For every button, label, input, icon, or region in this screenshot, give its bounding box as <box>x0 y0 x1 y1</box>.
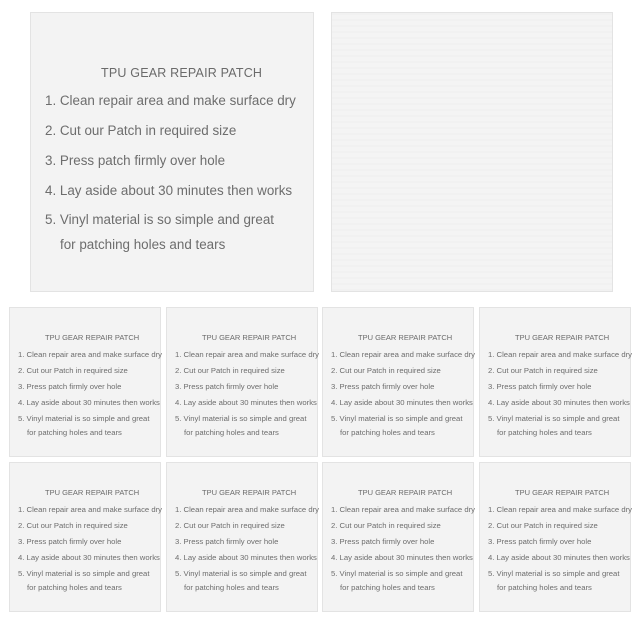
step-5-continued: for patching holes and tears <box>184 428 279 437</box>
step-3: 3. Press patch firmly over hole <box>18 537 122 546</box>
repair-patch-small <box>479 462 631 612</box>
step-3: 3. Press patch firmly over hole <box>331 537 435 546</box>
step-3: 3. Press patch firmly over hole <box>18 382 122 391</box>
step-4: 4. Lay aside about 30 minutes then works <box>331 553 473 562</box>
step-1: 1. Clean repair area and make surface dry <box>18 350 163 359</box>
repair-patch-back-large <box>331 12 613 292</box>
step-5: 5. Vinyl material is so simple and great <box>18 569 150 578</box>
patch-title: TPU GEAR REPAIR PATCH <box>101 66 263 80</box>
step-2: 2. Cut our Patch in required size <box>488 366 598 375</box>
step-2: 2. Cut our Patch in required size <box>331 366 441 375</box>
step-5-continued: for patching holes and tears <box>60 237 226 252</box>
step-5-continued: for patching holes and tears <box>184 583 279 592</box>
step-5: 5. Vinyl material is so simple and great <box>175 569 307 578</box>
step-3: 3. Press patch firmly over hole <box>331 382 435 391</box>
patch-title: TPU GEAR REPAIR PATCH <box>45 333 140 342</box>
repair-patch-small <box>9 462 161 612</box>
patch-title: TPU GEAR REPAIR PATCH <box>358 488 453 497</box>
patch-title: TPU GEAR REPAIR PATCH <box>202 333 297 342</box>
step-3: 3. Press patch firmly over hole <box>488 537 592 546</box>
step-5-continued: for patching holes and tears <box>27 428 122 437</box>
patch-title: TPU GEAR REPAIR PATCH <box>515 488 610 497</box>
step-1: 1. Clean repair area and make surface dry <box>175 350 320 359</box>
step-4: 4. Lay aside about 30 minutes then works <box>331 398 473 407</box>
step-2: 2. Cut our Patch in required size <box>488 521 598 530</box>
step-5-continued: for patching holes and tears <box>497 428 592 437</box>
step-1: 1. Clean repair area and make surface dry <box>488 505 633 514</box>
step-2: 2. Cut our Patch in required size <box>18 521 128 530</box>
step-2: 2. Cut our Patch in required size <box>45 123 237 138</box>
step-4: 4. Lay aside about 30 minutes then works <box>175 398 317 407</box>
repair-patch-front-large <box>30 12 314 292</box>
step-1: 1. Clean repair area and make surface dry <box>331 350 476 359</box>
step-4: 4. Lay aside about 30 minutes then works <box>488 553 630 562</box>
repair-patch-small <box>322 462 474 612</box>
step-1: 1. Clean repair area and make surface dry <box>45 93 296 108</box>
repair-patch-small <box>479 307 631 457</box>
step-4: 4. Lay aside about 30 minutes then works <box>175 553 317 562</box>
step-5: 5. Vinyl material is so simple and great <box>331 569 463 578</box>
repair-patch-small <box>166 462 318 612</box>
step-4: 4. Lay aside about 30 minutes then works <box>488 398 630 407</box>
step-2: 2. Cut our Patch in required size <box>18 366 128 375</box>
step-2: 2. Cut our Patch in required size <box>175 366 285 375</box>
step-5-continued: for patching holes and tears <box>340 583 435 592</box>
step-3: 3. Press patch firmly over hole <box>45 153 226 168</box>
step-1: 1. Clean repair area and make surface dry <box>488 350 633 359</box>
step-4: 4. Lay aside about 30 minutes then works <box>18 398 160 407</box>
step-4: 4. Lay aside about 30 minutes then works <box>18 553 160 562</box>
patch-title: TPU GEAR REPAIR PATCH <box>515 333 610 342</box>
step-5-continued: for patching holes and tears <box>340 428 435 437</box>
repair-patch-small <box>9 307 161 457</box>
step-1: 1. Clean repair area and make surface dry <box>175 505 320 514</box>
step-3: 3. Press patch firmly over hole <box>175 537 279 546</box>
step-4: 4. Lay aside about 30 minutes then works <box>45 183 293 198</box>
step-5: 5. Vinyl material is so simple and great <box>45 212 274 227</box>
step-3: 3. Press patch firmly over hole <box>175 382 279 391</box>
step-2: 2. Cut our Patch in required size <box>175 521 285 530</box>
step-3: 3. Press patch firmly over hole <box>488 382 592 391</box>
step-5: 5. Vinyl material is so simple and great <box>331 414 463 423</box>
step-5: 5. Vinyl material is so simple and great <box>175 414 307 423</box>
step-5: 5. Vinyl material is so simple and great <box>488 414 620 423</box>
step-5-continued: for patching holes and tears <box>27 583 122 592</box>
repair-patch-small <box>322 307 474 457</box>
step-5: 5. Vinyl material is so simple and great <box>18 414 150 423</box>
patch-title: TPU GEAR REPAIR PATCH <box>45 488 140 497</box>
step-1: 1. Clean repair area and make surface dry <box>331 505 476 514</box>
patch-title: TPU GEAR REPAIR PATCH <box>358 333 453 342</box>
step-1: 1. Clean repair area and make surface dry <box>18 505 163 514</box>
step-5-continued: for patching holes and tears <box>497 583 592 592</box>
step-5: 5. Vinyl material is so simple and great <box>488 569 620 578</box>
repair-patch-small <box>166 307 318 457</box>
step-2: 2. Cut our Patch in required size <box>331 521 441 530</box>
patch-title: TPU GEAR REPAIR PATCH <box>202 488 297 497</box>
